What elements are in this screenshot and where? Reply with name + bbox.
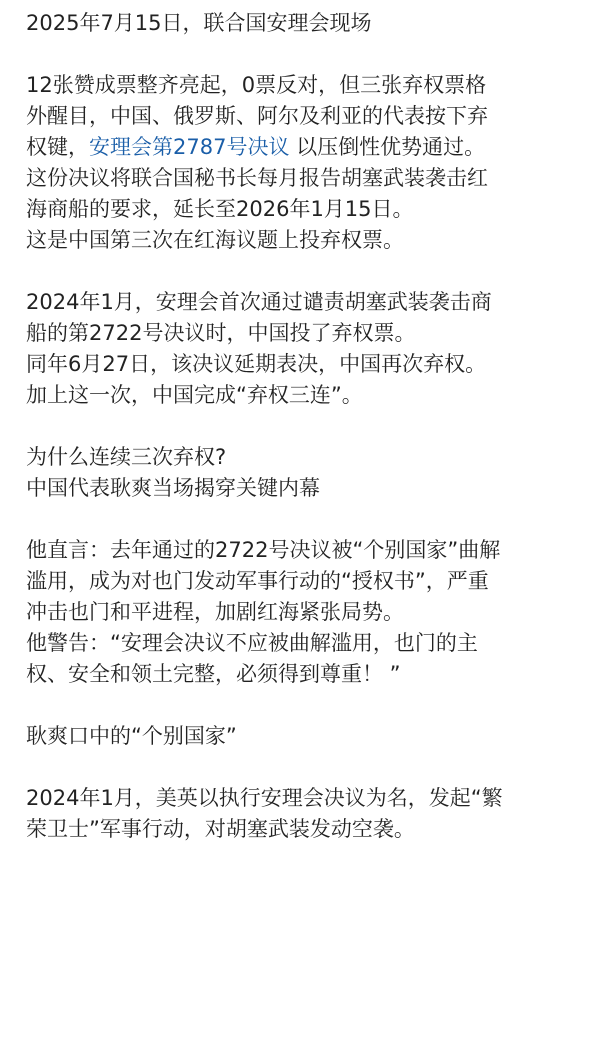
paragraph-gap — [26, 411, 586, 442]
resolution-2787-link[interactable]: 安理会第2787号决议 — [89, 135, 290, 159]
paragraph-5-line-2: 滥用，成为对也门发动军事行动的“授权书”，严重 — [26, 569, 489, 593]
paragraph-7-line-1: 2024年1月，美英以执行安理会决议为名，发起“繁 — [26, 786, 503, 810]
paragraph-gap — [26, 256, 586, 287]
paragraph-gap — [26, 504, 586, 535]
paragraph-2-line-1: 12张赞成票整齐亮起，0票反对，但三张弃权票格 — [26, 73, 487, 97]
paragraph-2-line-3 — [26, 132, 586, 163]
paragraph-2-line-3-text-a: 权键， — [26, 135, 89, 159]
paragraph-6-line-1: 耿爽口中的“个别国家” — [26, 724, 237, 748]
paragraph-3-line-4: 加上这一次，中国完成“弃权三连”。 — [26, 383, 363, 407]
paragraph-5-line-5: 权、安全和领土完整，必须得到尊重！ ” — [26, 662, 401, 686]
paragraph-3-line-1: 2024年1月，安理会首次通过谴责胡塞武装袭击商 — [26, 290, 492, 314]
paragraph-2-line-6: 这是中国第三次在红海议题上投弃权票。 — [26, 228, 404, 252]
paragraph-1-line-1: 2025年7月15日，联合国安理会现场 — [26, 11, 372, 35]
paragraph-3-line-3: 同年6月27日，该决议延期表决，中国再次弃权。 — [26, 352, 487, 376]
paragraph-gap — [26, 690, 586, 721]
paragraph-4-line-1: 为什么连续三次弃权? — [26, 445, 227, 469]
paragraph-gap — [26, 752, 586, 783]
paragraph-3-line-2: 船的第2722号决议时，中国投了弃权票。 — [26, 321, 416, 345]
paragraph-2-line-5: 海商船的要求，延长至2026年1月15日。 — [26, 197, 414, 221]
paragraph-2-line-3-text-b: 以压倒性优势通过。 — [289, 135, 486, 159]
paragraph-gap — [26, 39, 586, 70]
paragraph-2-line-4: 这份决议将联合国秘书长每月报告胡塞武装袭击红 — [26, 166, 488, 190]
paragraph-5-line-4: 他警告：“安理会决议不应被曲解滥用，也门的主 — [26, 631, 478, 655]
paragraph-4-line-2: 中国代表耿爽当场揭穿关键内幕 — [26, 476, 320, 500]
paragraph-5-line-3: 冲击也门和平进程，加剧红海紧张局势。 — [26, 600, 404, 624]
paragraph-7-line-2: 荣卫士”军事行动，对胡塞武装发动空袭。 — [26, 817, 415, 841]
paragraph-5-line-1: 他直言：去年通过的2722号决议被“个别国家”曲解 — [26, 538, 501, 562]
paragraph-2-line-2: 外醒目，中国、俄罗斯、阿尔及利亚的代表按下弃 — [26, 104, 488, 128]
